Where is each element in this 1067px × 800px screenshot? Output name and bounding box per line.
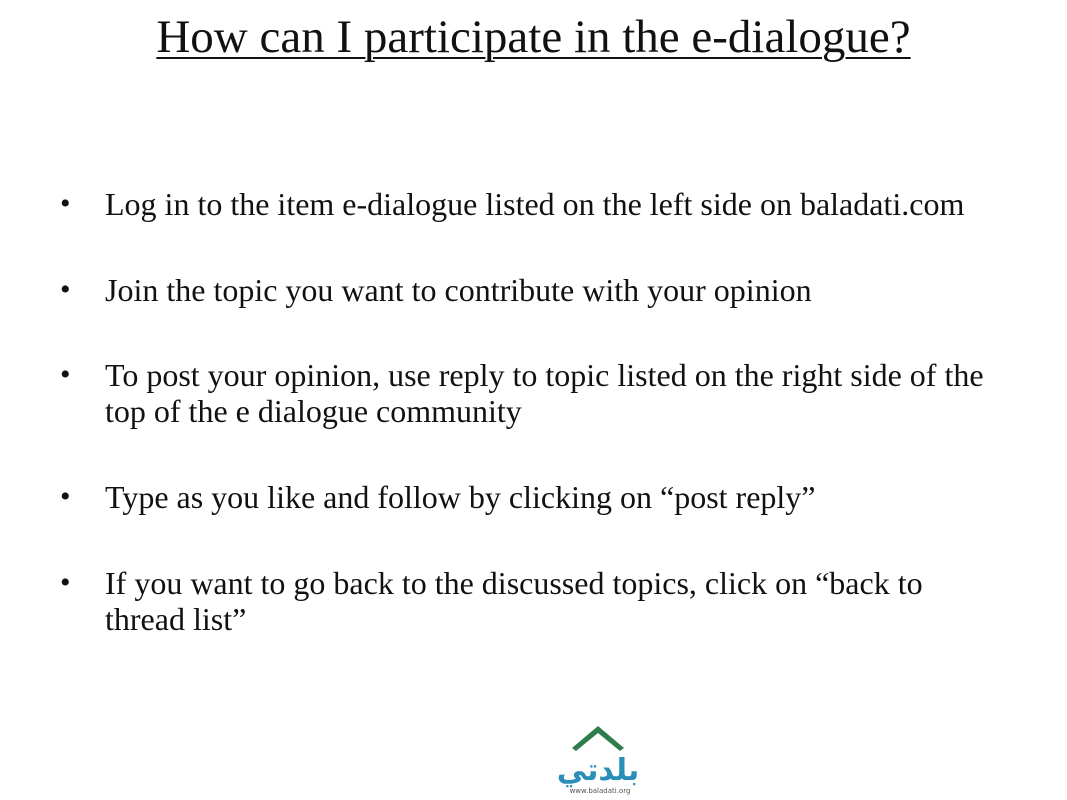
bullet-text: If you want to go back to the discussed topics, click on “back to thread list”	[105, 565, 923, 637]
bullet-item	[60, 479, 1000, 515]
baladati-logo	[540, 722, 660, 797]
bullet-list	[60, 186, 1000, 637]
bullet-text: Log in to the item e-dialogue listed on the left side on baladati.com	[105, 186, 965, 222]
bullet-text: To post your opinion, use reply to topic listed on the right side of the top of the e dialogue community	[105, 357, 984, 429]
bullet-dot: •	[60, 273, 71, 306]
bullet-item	[60, 186, 1000, 222]
bullet-item	[60, 272, 1000, 308]
bullet-text: Type as you like and follow by clicking on “post reply”	[105, 479, 816, 515]
logo-url-text: www.baladati.org	[569, 787, 631, 795]
bullet-dot: •	[60, 480, 71, 513]
bullet-item	[60, 565, 1000, 637]
bullet-text: Join the topic you want to contribute with your opinion	[105, 272, 812, 308]
bullet-dot: •	[60, 187, 71, 220]
bullet-dot: •	[60, 358, 71, 391]
slide-title: How can I participate in the e-dialogue?	[156, 11, 911, 63]
logo-arabic-text: بلدتي	[556, 753, 640, 788]
bullet-item	[60, 357, 1000, 429]
bullet-dot: •	[60, 566, 71, 599]
logo-roof-icon	[572, 726, 624, 751]
